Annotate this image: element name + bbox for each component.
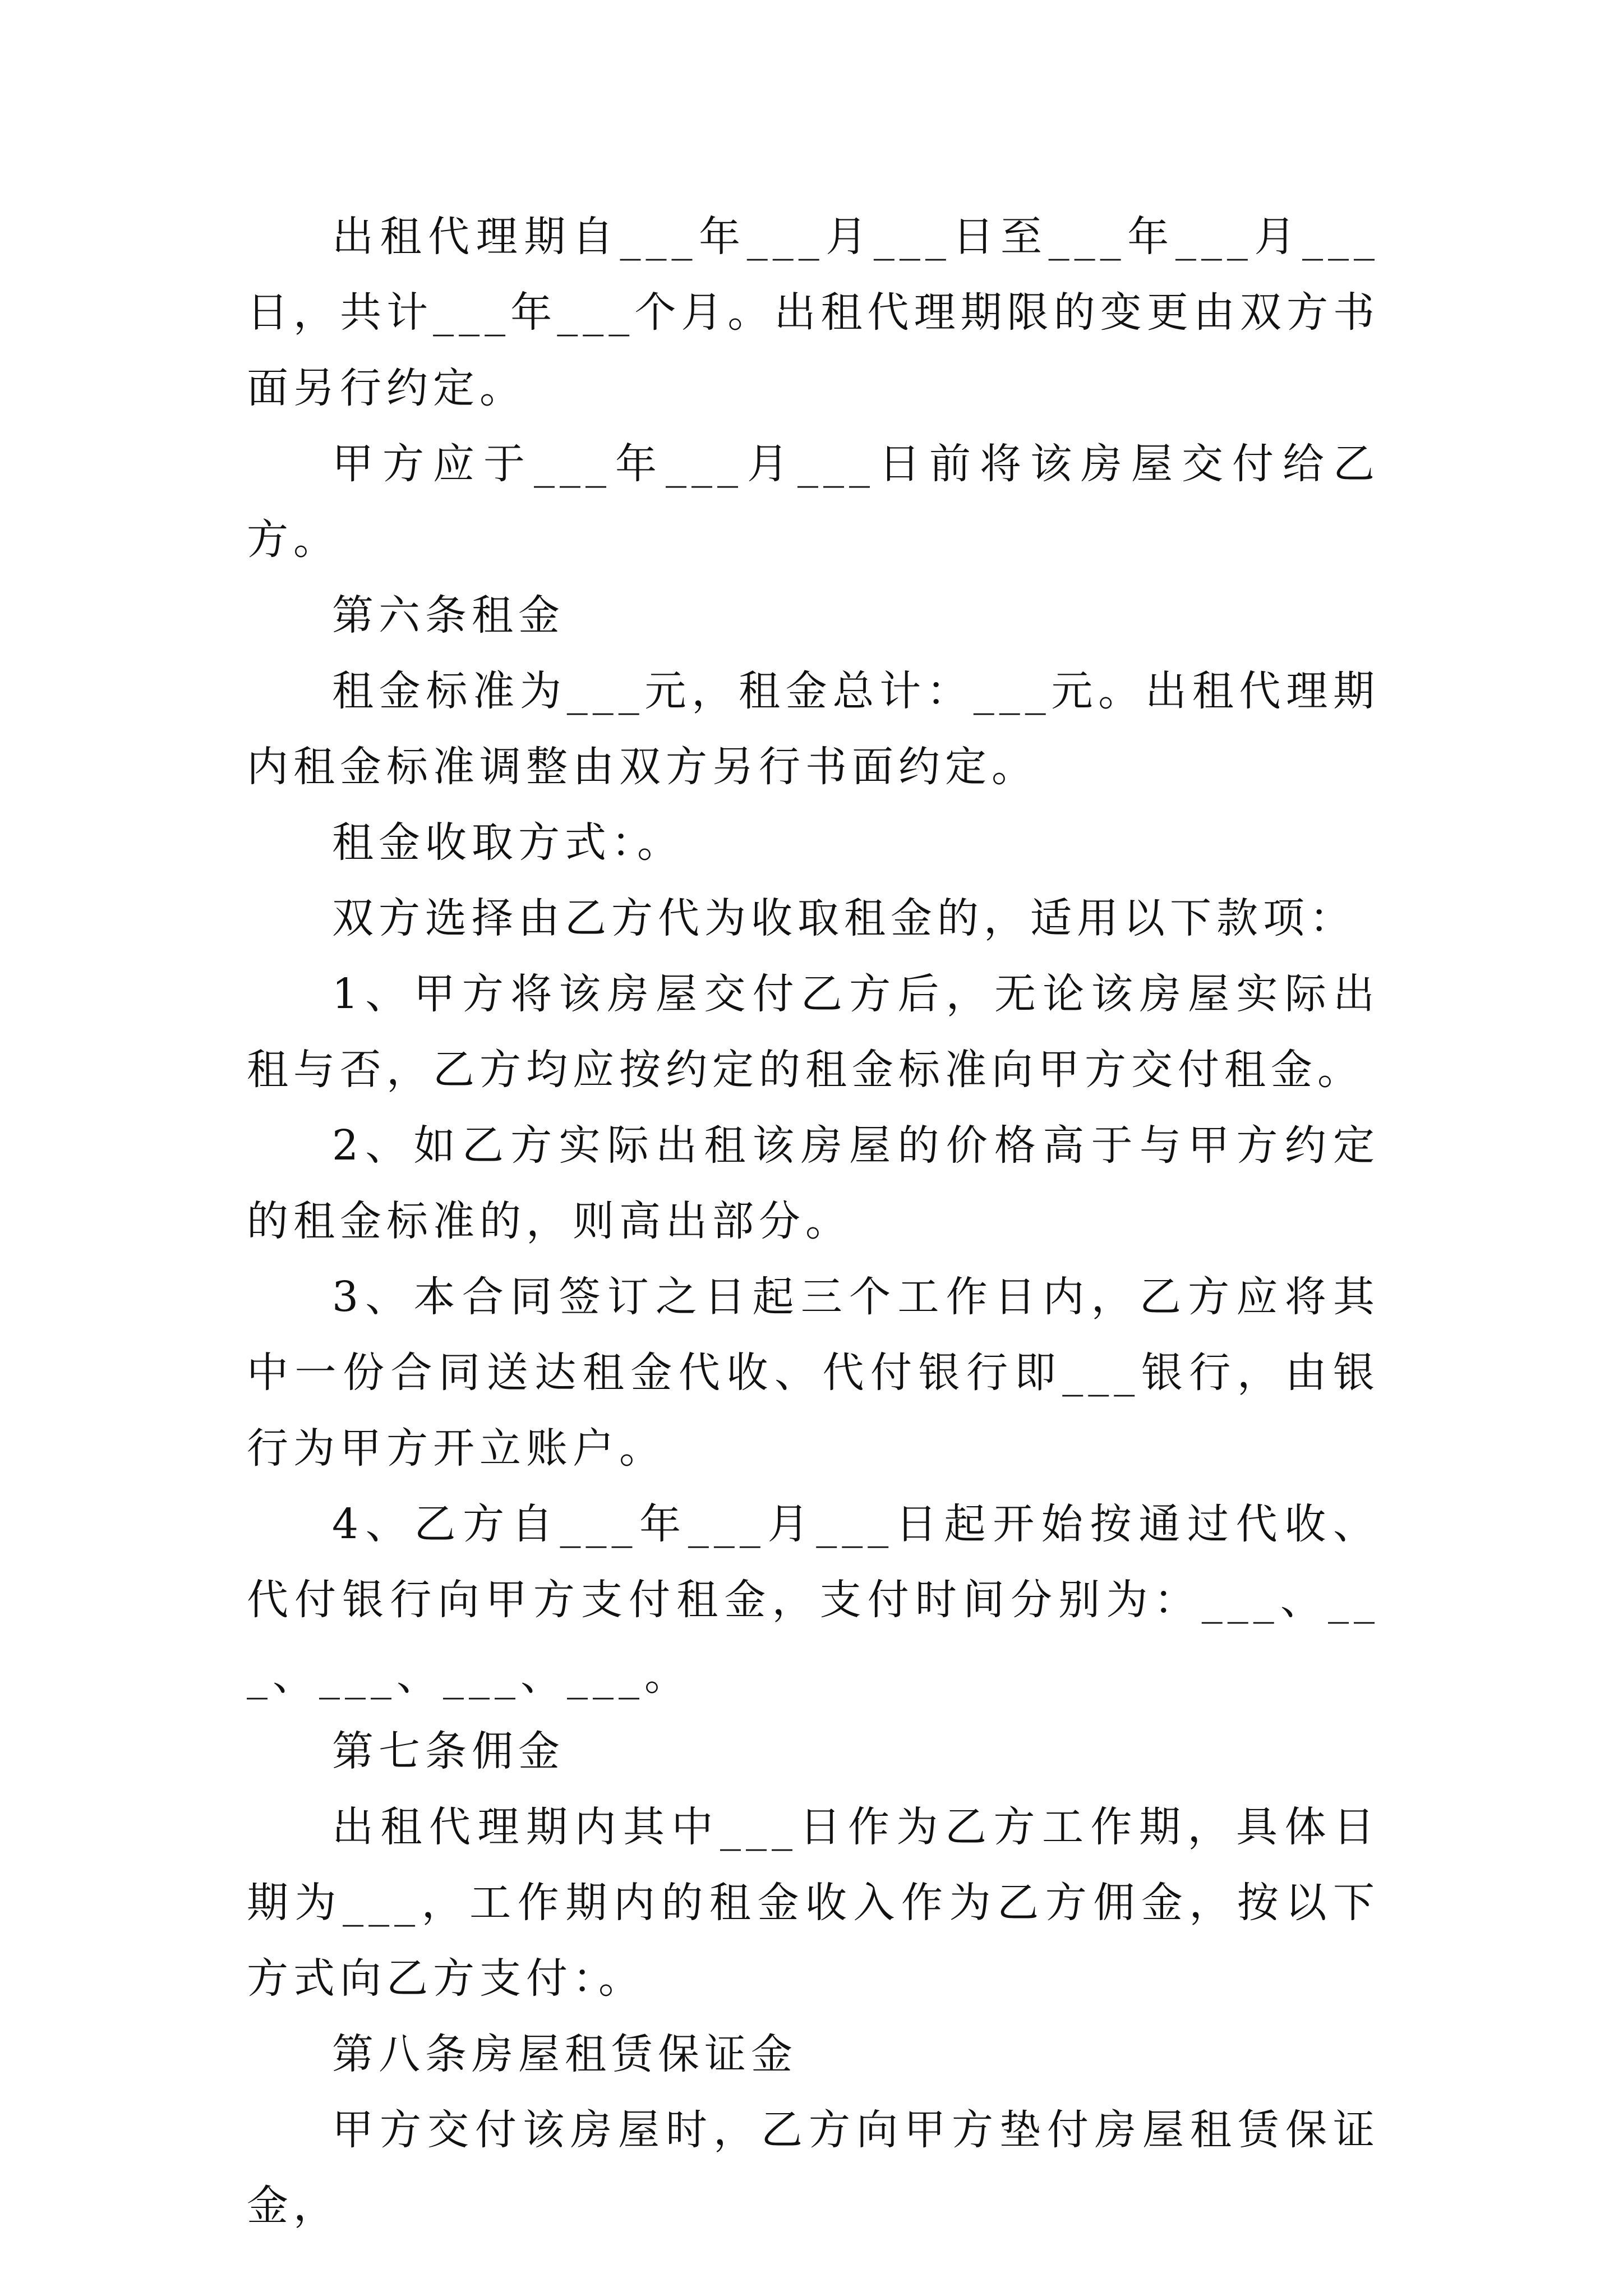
paragraph-agency-period: 出租代理期自___年___月___日至___年___月___日，共计___年___个月。出租代理期限的变更由双方书面另行约定。: [247, 213, 1380, 412]
paragraph-collection-terms-intro: 双方选择由乙方代为收取租金的，适用以下款项：: [332, 894, 1356, 942]
paragraph-clause-3: 3、本合同签订之日起三个工作日内，乙方应将其中一份合同送达租金代收、代付银行即___银行，由银行为甲方开立账户。: [247, 1273, 1380, 1473]
section-heading-commission: 第七条佣金: [332, 1727, 565, 1775]
paragraph-deposit: 甲方交付该房屋时，乙方向甲方垫付房屋租赁保证金，: [247, 2106, 1380, 2230]
paragraph-rent-collection-method: 租金收取方式：。: [332, 818, 684, 867]
paragraph-clause-2: 2、如乙方实际出租该房屋的价格高于与甲方约定的租金标准的，则高出部分。: [247, 1121, 1380, 1245]
paragraph-clause-4: 4、乙方自___年___月___日起开始按通过代收、代付银行向甲方支付租金，支付时间分别为：___、___、___、___、___。: [247, 1500, 1380, 1700]
section-heading-deposit: 第八条房屋租赁保证金: [332, 2030, 797, 2078]
paragraph-handover-date: 甲方应于___年___月___日前将该房屋交付给乙方。: [247, 440, 1380, 564]
paragraph-rent-standard: 租金标准为___元，租金总计：___元。出租代理期内租金标准调整由双方另行书面约定。: [247, 667, 1380, 791]
document-page: [247, 199, 1380, 2244]
paragraph-clause-1: 1、甲方将该房屋交付乙方后，无论该房屋实际出租与否，乙方均应按约定的租金标准向甲方交付租金。: [247, 970, 1380, 1094]
paragraph-commission: 出租代理期内其中___日作为乙方工作期，具体日期为___，工作期内的租金收入作为乙方佣金，按以下方式向乙方支付：。: [247, 1803, 1380, 2003]
section-heading-rent: 第六条租金: [332, 591, 565, 639]
